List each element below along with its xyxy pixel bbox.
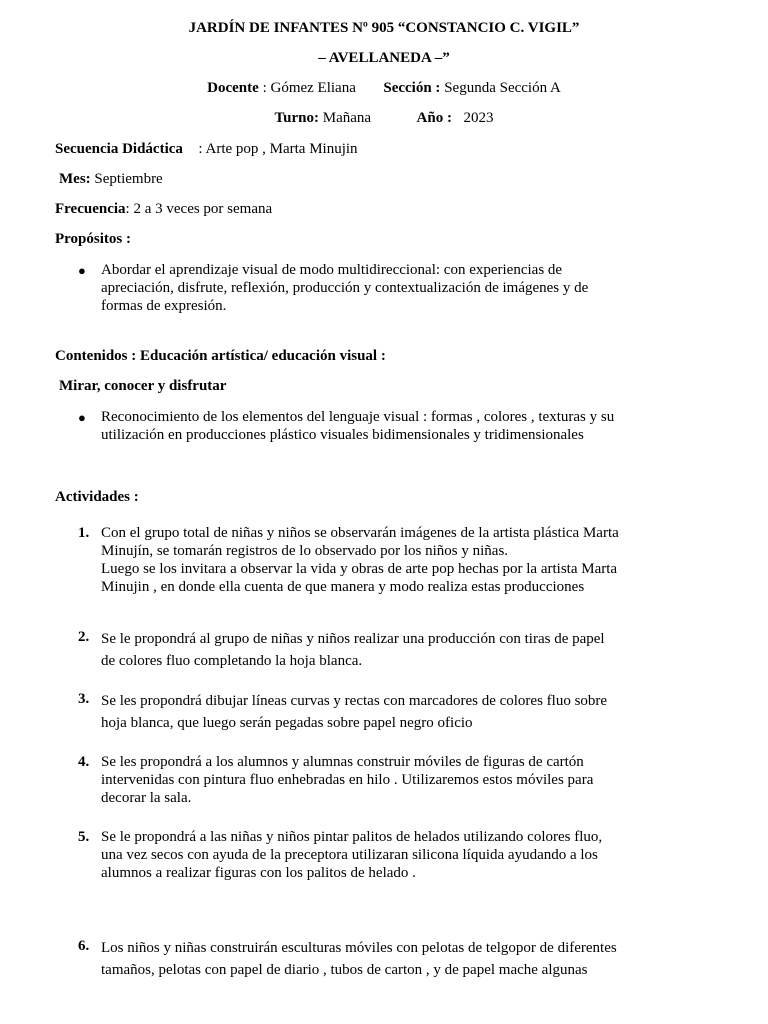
school-title: JARDÍN DE INFANTES Nº 905 “CONSTANCIO C. VIGIL” (188, 20, 580, 36)
turno-value: Mañana (322, 110, 372, 126)
contenidos-bullet: Reconocimiento de los elementos del lenguaje visual : formas , colores , texturas y su utilización en producciones plástico visuales bidimensionales y tridimensionales (101, 409, 615, 443)
mes-line (59, 170, 163, 188)
docente-value: : Gómez Eliana (262, 80, 356, 96)
propositos-bullet: Abordar el aprendizaje visual de modo multidireccional: con experiencias de apreciación, disfrute, reflexión, producción y contextualización de imágenes y de formas de expresión. (101, 262, 589, 314)
activity-item: Los niños y niñas construirán esculturas móviles con pelotas de telgopor de diferentes tamaños, pelotas con papel de diario , tubos de carton , y de papel mache algunas (101, 940, 617, 978)
frecuencia-line (55, 200, 272, 218)
anio-label: Año : (416, 110, 452, 126)
anio-value: 2023 (463, 110, 494, 126)
activity-number: 2. (78, 629, 90, 645)
docente-label: Docente (207, 80, 259, 96)
activity-item: Con el grupo total de niñas y niños se observarán imágenes de la artista plástica Marta Minujín, se tomarán registros de lo observado por los niños y niñas. Luego se los invitara a observar la vida y obras de arte pop hechas por la artista Marta Minujin , en donde ella cuenta de que manera y modo realiza estas producciones (101, 525, 619, 595)
frecuencia-value: : 2 a 3 veces por semana (125, 201, 273, 217)
propositos-heading: Propósitos : (55, 231, 131, 247)
secuencia-line (55, 140, 358, 158)
activity-item: Se le propondrá al grupo de niñas y niños realizar una producción con tiras de papel de colores fluo completando la hoja blanca. (101, 631, 605, 669)
mes-label: Mes: (59, 171, 91, 187)
secuencia-value: : Arte pop , Marta Minujin (198, 141, 358, 157)
mes-value: Septiembre (94, 171, 163, 187)
activity-number: 6. (78, 938, 90, 954)
activity-number: 1. (78, 525, 90, 541)
contenidos-subheading: Mirar, conocer y disfrutar (59, 378, 227, 394)
activity-item: Se les propondrá dibujar líneas curvas y rectas con marcadores de colores fluo sobre hoja blanca, que luego serán pegadas sobre papel negro oficio (101, 693, 608, 731)
actividades-heading: Actividades : (55, 489, 139, 505)
teacher-section-line (0, 79, 768, 97)
seccion-value: Segunda Sección A (444, 80, 561, 96)
contenidos-heading: Contenidos : Educación artística/ educación visual : (55, 348, 386, 364)
activity-number: 3. (78, 691, 90, 707)
seccion-label: Sección : (383, 80, 441, 96)
frecuencia-label: Frecuencia (55, 201, 126, 217)
activity-item: Se le propondrá a las niñas y niños pintar palitos de helados utilizando colores fluo, una vez secos con ayuda de la preceptora utilizaran silicona líquida ayudando a los alumnos a realizar figuras con los palitos de helado . (101, 829, 603, 881)
turno-label: Turno: (274, 110, 319, 126)
activity-number: 4. (78, 754, 90, 770)
activity-number: 5. (78, 829, 90, 845)
school-location: – AVELLANEDA –” (318, 50, 450, 66)
bullet-icon: ● (78, 263, 86, 278)
activity-item: Se les propondrá a los alumnos y alumnas construir móviles de figuras de cartón intervenidas con pintura fluo enhebradas en hilo . Utilizaremos estos móviles para decorar la sala. (101, 754, 594, 806)
bullet-icon: ● (78, 410, 86, 425)
secuencia-label: Secuencia Didáctica (55, 141, 183, 157)
shift-year-line (0, 109, 768, 127)
